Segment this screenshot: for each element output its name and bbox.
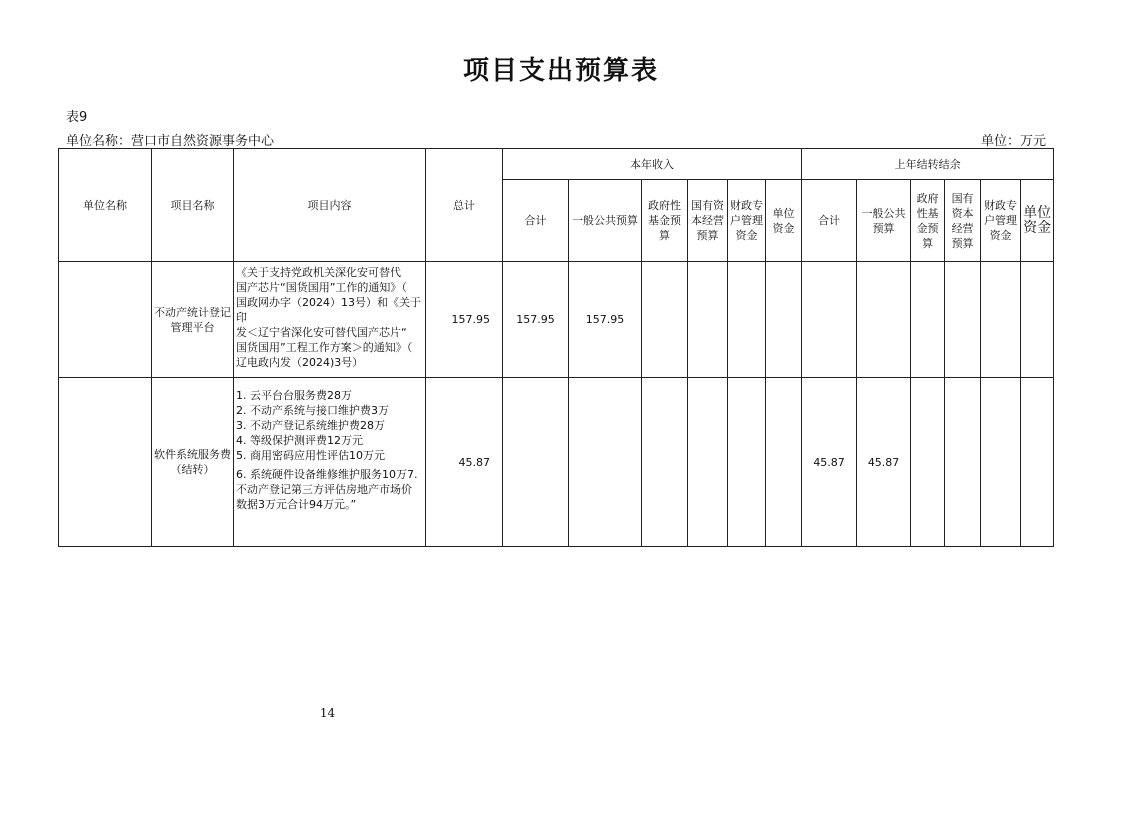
subheader-co-total: 合计 [802, 180, 857, 262]
subheader-cur-general: 一般公共预算 [569, 180, 642, 262]
content-line: 发＜辽宁省深化安可替代国产芯片“ [236, 326, 407, 339]
cell-co-fiscal-special [981, 262, 1021, 378]
cell-cur-general: 157.95 [569, 262, 642, 378]
content-line: 5. 商用密码应用性评估10万元 [236, 449, 385, 462]
unit-name-label: 单位名称：营口市自然资源事务中心 [66, 134, 275, 149]
header-unit-name: 单位名称 [59, 149, 152, 262]
cell-total: 45.87 [426, 378, 503, 547]
cell-co-state-capital [945, 262, 981, 378]
cell-cur-total: 157.95 [503, 262, 569, 378]
cell-co-fiscal-special [981, 378, 1021, 547]
subheader-cur-gov-fund: 政府性基金预算 [642, 180, 688, 262]
cell-co-gov-fund [911, 262, 945, 378]
page-title: 项目支出预算表 [462, 56, 659, 86]
cell-co-general: 45.87 [857, 378, 911, 547]
content-line: 2. 不动产系统与接口维护费3万 [236, 404, 389, 417]
content-line: 4. 等级保护测评费12万元 [236, 434, 363, 447]
cell-total: 157.95 [426, 262, 503, 378]
cell-project-content [234, 262, 426, 378]
header-total: 总计 [426, 149, 503, 262]
content-line: 3. 不动产登记系统维护费28万 [236, 419, 385, 432]
header-project-name: 项目名称 [152, 149, 234, 262]
unit-label: 单位：万元 [980, 134, 1046, 149]
content-line: 《关于支持党政机关深化安可替代 [236, 266, 401, 279]
cell-co-gov-fund [911, 378, 945, 547]
cell-cur-general [569, 378, 642, 547]
table-row [59, 378, 1054, 547]
cell-co-general [857, 262, 911, 378]
cell-co-unit-fund [1021, 262, 1054, 378]
cell-cur-fiscal-special [728, 262, 766, 378]
cell-cur-gov-fund [642, 262, 688, 378]
subheader-cur-fiscal-special: 财政专户管理资金 [728, 180, 766, 262]
content-line: 1. 云平台台服务费28万 [236, 389, 352, 402]
cell-unit-name [59, 378, 152, 547]
cell-co-state-capital [945, 378, 981, 547]
content-line: 国产芯片“国货国用”工作的通知》（ [236, 281, 407, 294]
subheader-co-state-capital: 国有资本经营预算 [945, 180, 981, 262]
content-line: 国政网办字（2024）13号）和《关于印 [236, 296, 421, 324]
header-current-income: 本年收入 [503, 149, 802, 180]
cell-cur-gov-fund [642, 378, 688, 547]
cell-co-total [802, 262, 857, 378]
content-line: 辽电政内发（2024)3号） [236, 356, 364, 369]
subheader-co-unit-fund: 单位资金 [1021, 180, 1054, 262]
page-number: 14 [319, 706, 336, 720]
table-row [59, 262, 1054, 378]
subheader-cur-total: 合计 [503, 180, 569, 262]
cell-cur-fiscal-special [728, 378, 766, 547]
subheader-cur-state-capital: 国有资本经营预算 [688, 180, 728, 262]
content-line: 国货国用”工程工作方案＞的通知》（ [236, 341, 413, 354]
cell-co-total: 45.87 [802, 378, 857, 547]
project-expenditure-budget-table [58, 148, 1054, 547]
content-line: 不动产登记第三方评估房地产市场价 [236, 483, 412, 496]
cell-project-name: 软件系统服务费（结转） [152, 378, 234, 547]
cell-project-name: 不动产统计登记管理平台 [152, 262, 234, 378]
cell-co-unit-fund [1021, 378, 1054, 547]
subheader-co-general: 一般公共预算 [857, 180, 911, 262]
header-project-content: 项目内容 [234, 149, 426, 262]
subheader-co-gov-fund: 政府性基金预算 [911, 180, 945, 262]
subheader-cur-unit-fund: 单位资金 [766, 180, 802, 262]
cell-cur-unit-fund [766, 262, 802, 378]
cell-unit-name [59, 262, 152, 378]
table-number: 表9 [66, 110, 88, 125]
subheader-co-fiscal-special: 财政专户管理资金 [981, 180, 1021, 262]
content-line: 6. 系统硬件设备维修维护服务10万7. [236, 468, 418, 481]
cell-project-content [234, 378, 426, 547]
cell-cur-state-capital [688, 262, 728, 378]
cell-cur-unit-fund [766, 378, 802, 547]
cell-cur-total [503, 378, 569, 547]
header-carryover: 上年结转结余 [802, 149, 1054, 180]
cell-cur-state-capital [688, 378, 728, 547]
content-line: 数据3万元合计94万元。” [236, 498, 357, 511]
